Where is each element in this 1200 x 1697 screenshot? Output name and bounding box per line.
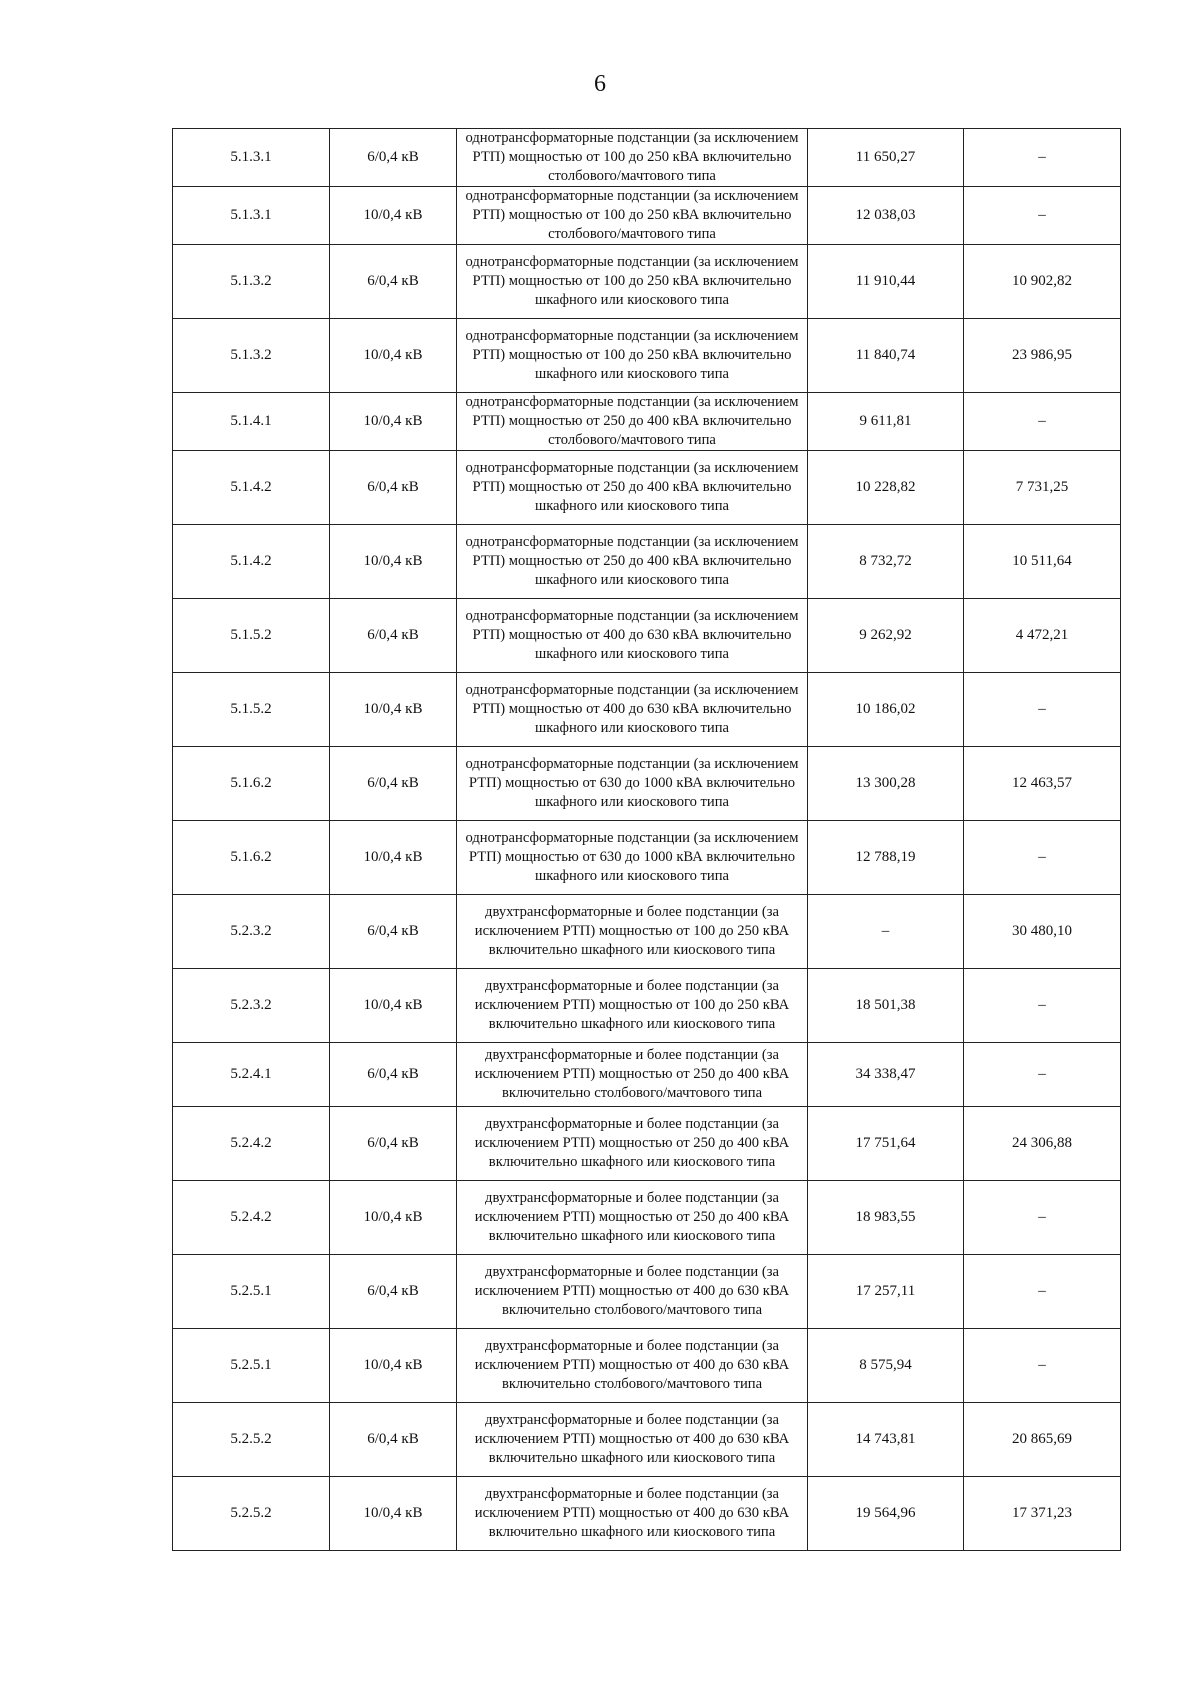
- rate-value-2-cell: 20 865,69: [964, 1403, 1121, 1477]
- table-row: [173, 1255, 1121, 1329]
- rate-value-1-cell: 11 650,27: [808, 129, 964, 187]
- voltage-cell: 10/0,4 кВ: [330, 525, 457, 599]
- voltage-cell: 6/0,4 кВ: [330, 129, 457, 187]
- rate-value-2-cell: –: [964, 821, 1121, 895]
- rate-value-2-cell: 12 463,57: [964, 747, 1121, 821]
- rate-value-1-cell: 17 257,11: [808, 1255, 964, 1329]
- table-row: [173, 451, 1121, 525]
- voltage-cell: 10/0,4 кВ: [330, 673, 457, 747]
- table-row: [173, 525, 1121, 599]
- item-code-cell: 5.2.3.2: [173, 895, 330, 969]
- page-number: 6: [594, 71, 606, 97]
- table-row: [173, 1181, 1121, 1255]
- rate-value-2-cell: 17 371,23: [964, 1477, 1121, 1551]
- description-cell: двухтрансформаторные и более подстанции (за исключением РТП) мощностью от 400 до 630 кВА включительно столбового/мачтового типа: [457, 1255, 808, 1329]
- table-row: [173, 1403, 1121, 1477]
- item-code-cell: 5.2.4.2: [173, 1107, 330, 1181]
- rate-value-2-cell: –: [964, 1181, 1121, 1255]
- voltage-cell: 10/0,4 кВ: [330, 969, 457, 1043]
- table-row: [173, 673, 1121, 747]
- description-cell: однотрансформаторные подстанции (за исключением РТП) мощностью от 100 до 250 кВА включительно шкафного или киоскового типа: [457, 319, 808, 393]
- description-cell: однотрансформаторные подстанции (за исключением РТП) мощностью от 100 до 250 кВА включительно столбового/мачтового типа: [457, 187, 808, 245]
- rate-value-2-cell: –: [964, 1255, 1121, 1329]
- rate-value-1-cell: 19 564,96: [808, 1477, 964, 1551]
- table-row: [173, 187, 1121, 245]
- voltage-cell: 10/0,4 кВ: [330, 1181, 457, 1255]
- item-code-cell: 5.1.3.2: [173, 319, 330, 393]
- description-cell: однотрансформаторные подстанции (за исключением РТП) мощностью от 100 до 250 кВА включительно шкафного или киоскового типа: [457, 245, 808, 319]
- item-code-cell: 5.2.3.2: [173, 969, 330, 1043]
- voltage-cell: 6/0,4 кВ: [330, 599, 457, 673]
- item-code-cell: 5.2.4.1: [173, 1043, 330, 1107]
- rate-value-2-cell: 4 472,21: [964, 599, 1121, 673]
- table-row: [173, 245, 1121, 319]
- voltage-cell: 6/0,4 кВ: [330, 747, 457, 821]
- description-cell: двухтрансформаторные и более подстанции (за исключением РТП) мощностью от 400 до 630 кВА включительно столбового/мачтового типа: [457, 1329, 808, 1403]
- rate-value-1-cell: 18 983,55: [808, 1181, 964, 1255]
- item-code-cell: 5.2.4.2: [173, 1181, 330, 1255]
- description-cell: однотрансформаторные подстанции (за исключением РТП) мощностью от 630 до 1000 кВА включительно шкафного или киоскового типа: [457, 747, 808, 821]
- description-cell: двухтрансформаторные и более подстанции (за исключением РТП) мощностью от 250 до 400 кВА включительно столбового/мачтового типа: [457, 1043, 808, 1107]
- description-cell: однотрансформаторные подстанции (за исключением РТП) мощностью от 100 до 250 кВА включительно столбового/мачтового типа: [457, 129, 808, 187]
- voltage-cell: 10/0,4 кВ: [330, 821, 457, 895]
- rate-value-1-cell: 12 038,03: [808, 187, 964, 245]
- voltage-cell: 6/0,4 кВ: [330, 1403, 457, 1477]
- item-code-cell: 5.2.5.1: [173, 1329, 330, 1403]
- rate-value-2-cell: 7 731,25: [964, 451, 1121, 525]
- description-cell: двухтрансформаторные и более подстанции (за исключением РТП) мощностью от 100 до 250 кВА включительно шкафного или киоскового типа: [457, 895, 808, 969]
- rate-value-2-cell: –: [964, 129, 1121, 187]
- rate-value-1-cell: 11 910,44: [808, 245, 964, 319]
- rate-value-2-cell: –: [964, 187, 1121, 245]
- voltage-cell: 10/0,4 кВ: [330, 187, 457, 245]
- rate-value-2-cell: 30 480,10: [964, 895, 1121, 969]
- item-code-cell: 5.1.3.1: [173, 187, 330, 245]
- description-cell: однотрансформаторные подстанции (за исключением РТП) мощностью от 630 до 1000 кВА включительно шкафного или киоскового типа: [457, 821, 808, 895]
- table-row: [173, 319, 1121, 393]
- description-cell: однотрансформаторные подстанции (за исключением РТП) мощностью от 400 до 630 кВА включительно шкафного или киоскового типа: [457, 599, 808, 673]
- rate-value-2-cell: 10 511,64: [964, 525, 1121, 599]
- item-code-cell: 5.1.4.2: [173, 525, 330, 599]
- table-row: [173, 1043, 1121, 1107]
- voltage-cell: 10/0,4 кВ: [330, 1329, 457, 1403]
- item-code-cell: 5.1.3.2: [173, 245, 330, 319]
- description-cell: двухтрансформаторные и более подстанции (за исключением РТП) мощностью от 400 до 630 кВА включительно шкафного или киоскового типа: [457, 1477, 808, 1551]
- rate-value-2-cell: –: [964, 1329, 1121, 1403]
- description-cell: двухтрансформаторные и более подстанции (за исключением РТП) мощностью от 250 до 400 кВА включительно шкафного или киоскового типа: [457, 1181, 808, 1255]
- rate-value-1-cell: 14 743,81: [808, 1403, 964, 1477]
- voltage-cell: 6/0,4 кВ: [330, 451, 457, 525]
- item-code-cell: 5.1.6.2: [173, 747, 330, 821]
- description-cell: двухтрансформаторные и более подстанции (за исключением РТП) мощностью от 250 до 400 кВА включительно шкафного или киоскового типа: [457, 1107, 808, 1181]
- voltage-cell: 10/0,4 кВ: [330, 1477, 457, 1551]
- item-code-cell: 5.1.6.2: [173, 821, 330, 895]
- voltage-cell: 6/0,4 кВ: [330, 245, 457, 319]
- rate-value-1-cell: 9 611,81: [808, 393, 964, 451]
- table-row: [173, 599, 1121, 673]
- voltage-cell: 6/0,4 кВ: [330, 1043, 457, 1107]
- tariff-table-body: [173, 129, 1121, 1551]
- rate-value-2-cell: 23 986,95: [964, 319, 1121, 393]
- rate-value-2-cell: –: [964, 393, 1121, 451]
- item-code-cell: 5.1.4.2: [173, 451, 330, 525]
- rate-value-2-cell: 24 306,88: [964, 1107, 1121, 1181]
- table-row: [173, 1477, 1121, 1551]
- description-cell: однотрансформаторные подстанции (за исключением РТП) мощностью от 400 до 630 кВА включительно шкафного или киоскового типа: [457, 673, 808, 747]
- voltage-cell: 10/0,4 кВ: [330, 319, 457, 393]
- description-cell: двухтрансформаторные и более подстанции (за исключением РТП) мощностью от 100 до 250 кВА включительно шкафного или киоскового типа: [457, 969, 808, 1043]
- voltage-cell: 6/0,4 кВ: [330, 1255, 457, 1329]
- rate-value-2-cell: –: [964, 969, 1121, 1043]
- rate-value-2-cell: 10 902,82: [964, 245, 1121, 319]
- item-code-cell: 5.2.5.1: [173, 1255, 330, 1329]
- description-cell: двухтрансформаторные и более подстанции (за исключением РТП) мощностью от 400 до 630 кВА включительно шкафного или киоскового типа: [457, 1403, 808, 1477]
- item-code-cell: 5.2.5.2: [173, 1403, 330, 1477]
- item-code-cell: 5.2.5.2: [173, 1477, 330, 1551]
- voltage-cell: 6/0,4 кВ: [330, 895, 457, 969]
- table-row: [173, 747, 1121, 821]
- table-row: [173, 821, 1121, 895]
- rate-value-1-cell: 34 338,47: [808, 1043, 964, 1107]
- description-cell: однотрансформаторные подстанции (за исключением РТП) мощностью от 250 до 400 кВА включительно шкафного или киоскового типа: [457, 451, 808, 525]
- rate-value-1-cell: 12 788,19: [808, 821, 964, 895]
- table-row: [173, 895, 1121, 969]
- description-cell: однотрансформаторные подстанции (за исключением РТП) мощностью от 250 до 400 кВА включительно шкафного или киоскового типа: [457, 525, 808, 599]
- rate-value-1-cell: –: [808, 895, 964, 969]
- table-row: [173, 1329, 1121, 1403]
- description-cell: однотрансформаторные подстанции (за исключением РТП) мощностью от 250 до 400 кВА включительно столбового/мачтового типа: [457, 393, 808, 451]
- table-row: [173, 969, 1121, 1043]
- voltage-cell: 10/0,4 кВ: [330, 393, 457, 451]
- item-code-cell: 5.1.5.2: [173, 599, 330, 673]
- rate-value-1-cell: 8 732,72: [808, 525, 964, 599]
- rate-value-2-cell: –: [964, 673, 1121, 747]
- table-row: [173, 393, 1121, 451]
- item-code-cell: 5.1.3.1: [173, 129, 330, 187]
- rate-value-1-cell: 9 262,92: [808, 599, 964, 673]
- table-row: [173, 129, 1121, 187]
- rate-value-1-cell: 10 186,02: [808, 673, 964, 747]
- rate-value-1-cell: 10 228,82: [808, 451, 964, 525]
- rate-value-1-cell: 13 300,28: [808, 747, 964, 821]
- voltage-cell: 6/0,4 кВ: [330, 1107, 457, 1181]
- rate-value-1-cell: 18 501,38: [808, 969, 964, 1043]
- item-code-cell: 5.1.4.1: [173, 393, 330, 451]
- table-row: [173, 1107, 1121, 1181]
- tariff-table: [172, 128, 1121, 1551]
- rate-value-2-cell: –: [964, 1043, 1121, 1107]
- rate-value-1-cell: 17 751,64: [808, 1107, 964, 1181]
- rate-value-1-cell: 8 575,94: [808, 1329, 964, 1403]
- item-code-cell: 5.1.5.2: [173, 673, 330, 747]
- rate-value-1-cell: 11 840,74: [808, 319, 964, 393]
